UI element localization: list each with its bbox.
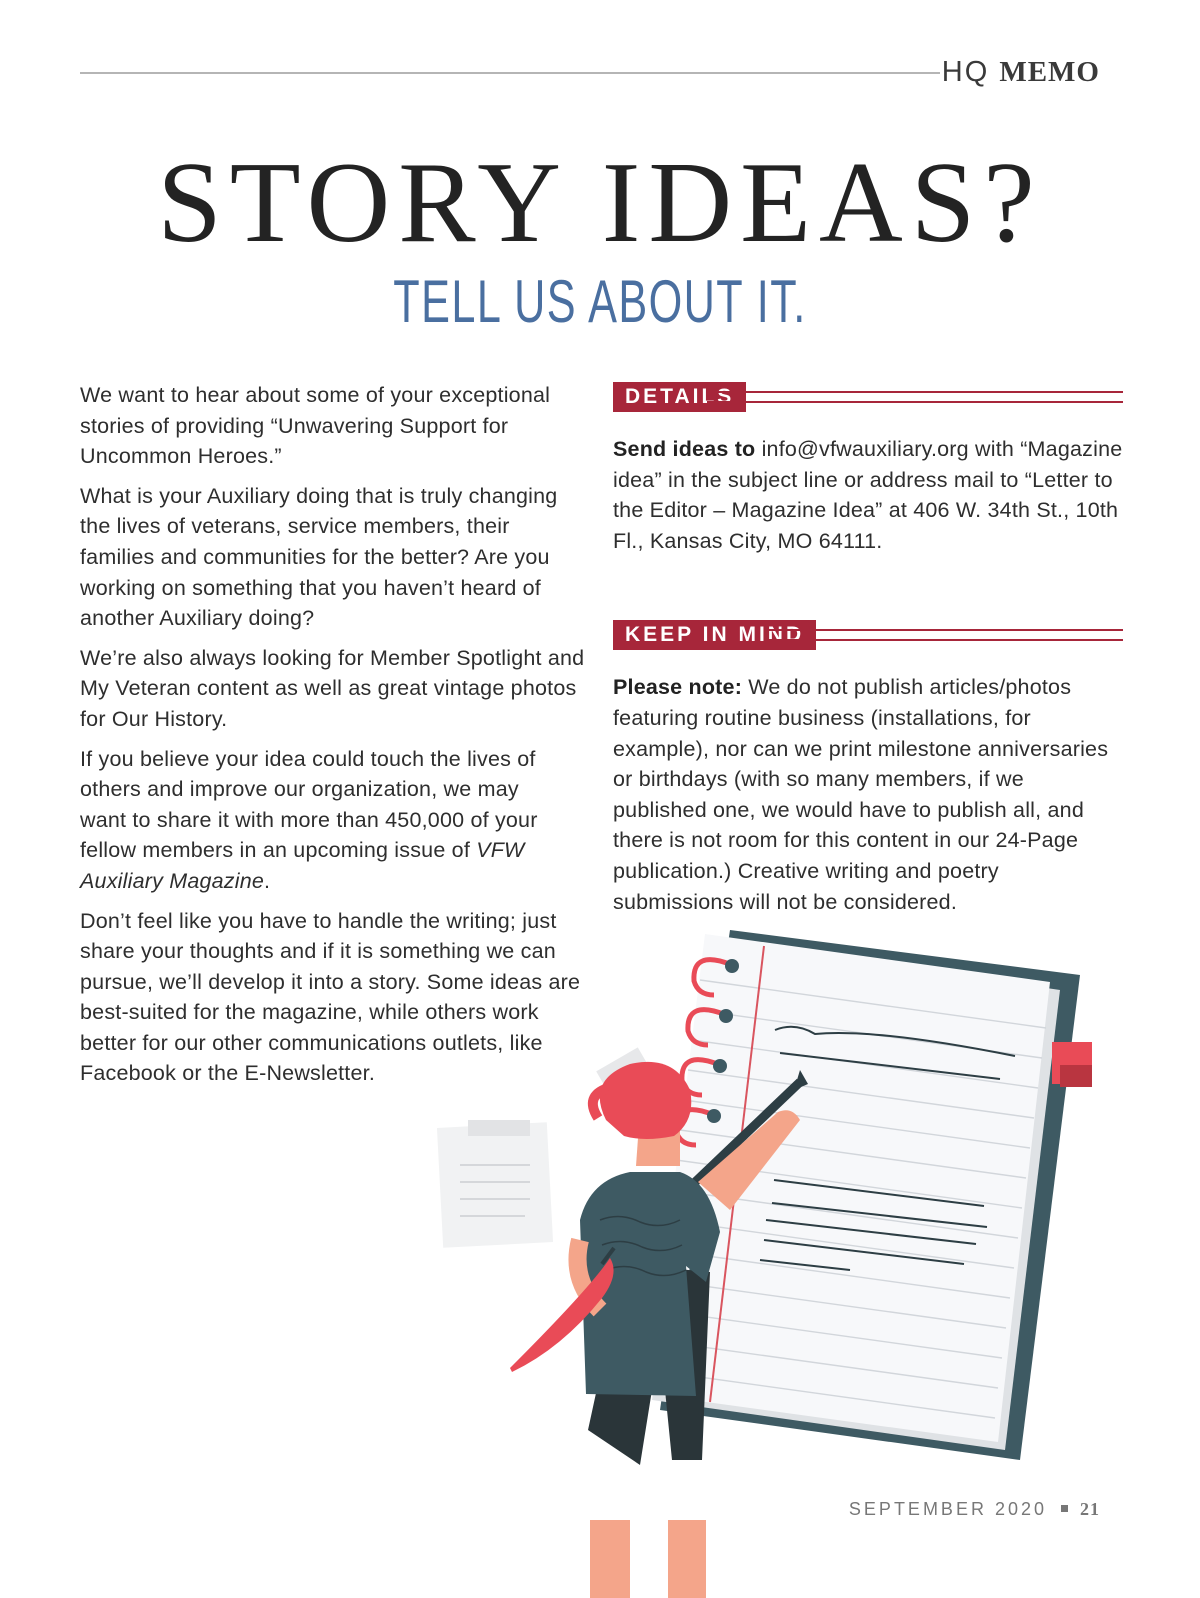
section-label [942,56,1100,89]
woman-writing-in-notebook-icon [430,920,1130,1598]
magazine-title: VFW Auxiliary Magazine [80,838,525,893]
share-text: If you believe your idea could touch the lives of others and improve our organization, we may want to share it with more than 450,000 of your fellow members in an upcoming issue of [80,746,538,863]
keep-in-mind-body: We do not publish articles/photos featuring routine business (installations, for example), nor can we print milestone anniversaries or birthdays (with so many members, if we published one, we would have to publish all, and there is not room for this content in our 24-Page publication.) Creative writing and poetry submissions will not be considered. [613,675,1109,914]
details-label: DETAILS [613,382,746,412]
page-footer [849,1499,1100,1520]
bookmark-tab-shadow [1060,1065,1092,1087]
page-title: STORY IDEAS? [157,139,1043,267]
page-subtitle: TELL US ABOUT IT. [393,268,807,335]
issue-date: SEPTEMBER 2020 [848,1499,1047,1519]
sticky-note-icon [437,1120,553,1248]
keep-in-mind-label: KEEP IN MIND [613,620,816,650]
keep-in-mind-text [613,672,1123,917]
details-body: info@vfwauxiliary.org with “Magazine idea” in the subject line or address mail to “Letter to the Editor – Magazine Idea” at 406 W. 34th St., 10th Fl., Kansas City, MO 64111. [613,437,1123,553]
paragraph-auxiliary: What is your Auxiliary doing that is truly changing the lives of veterans, service members, their families and communities for the better? Are you working on something that you haven’t heard of another Auxiliary doing? [80,483,558,631]
details-header [613,382,1123,412]
header-rule [80,72,940,74]
footer-separator [1061,1505,1068,1512]
paragraph-share [80,744,540,897]
paragraph-intro: We want to hear about some of your exceptional stories of providing “Unwavering Support for Uncommon Heroes.” [80,383,551,469]
section-label-bold: MEMO [999,56,1100,88]
share-text-end: . [264,868,271,893]
section-label-regular: HQ [941,56,990,88]
keep-in-mind-rule [766,629,1123,641]
details-text [613,434,1123,556]
keep-in-mind-lead: Please note: [613,675,743,700]
details-lead: Send ideas to [613,437,756,461]
body-column-right [613,382,1123,917]
keep-in-mind-header [613,620,1123,650]
page-number: 21 [1080,1499,1100,1519]
details-rule [707,391,1123,403]
paragraph-writing: Don’t feel like you have to handle the writing; just share your thoughts and if it is something we can pursue, we’ll develop it into a story. Some ideas are best-suited for the magazine, while others work better for our other communications outlets, like Facebook or the E-Newsletter. [80,908,581,1086]
paragraph-spotlight: We’re also always looking for Member Spotlight and My Veteran content as well as great vintage photos for Our History. [80,645,585,731]
